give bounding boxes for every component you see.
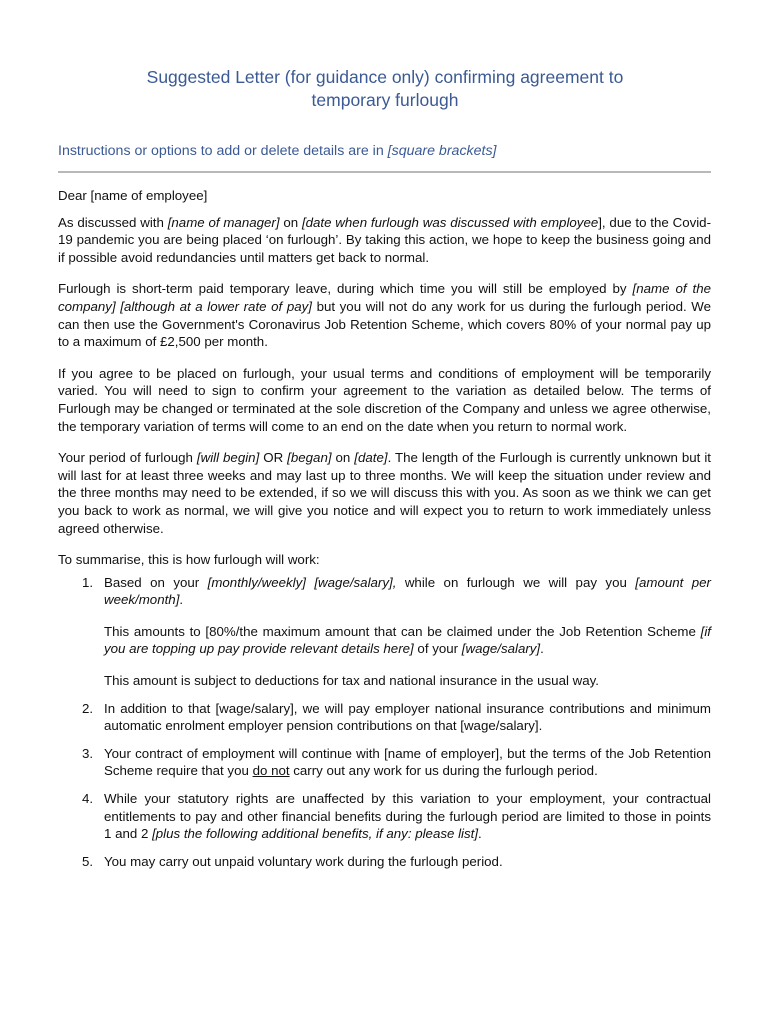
greeting: Dear [name of employee] (58, 188, 208, 203)
summary-intro: To summarise, this is how furlough will work: (58, 552, 320, 568)
list-item-3: 3. Your contract of employment will continue with [name of employer], but the terms of the Job Retention Scheme require that you do not carry out any work for us during the furlough period. (82, 745, 711, 779)
list-item-1: 1. Based on your [monthly/weekly] [wage/salary], while on furlough we will pay you [amount per week/month]. This amounts to [80%/the maximum amount that can be claimed under the Job Retention Scheme [if you are topping up pay provide relevant details here] of your [wage/salary]. This amount is subject to deductions for tax and national insurance in the usual way. (82, 574, 711, 689)
list-number: 5. (82, 853, 94, 869)
list-item-4: 4. While your statutory rights are unaffected by this variation to your employment, your contractual entitlements to pay and other financial benefits during the furlough period are limited to those in points 1 and 2 [plus the following additional benefits, if any: please list]. (82, 791, 711, 842)
title-line-1: Suggested Letter (for guidance only) confirming agreement to (146, 67, 624, 87)
paragraph-2: Furlough is short-term paid temporary leave, during which time you will still be employed by [name of the company] [although at a lower rate of pay] but you will not do any work for us during the furlough period. We can then use the Government's Coronavirus Job Retention Scheme, which covers 80% of your normal pay up to a maximum of £2,500 per month. (58, 281, 712, 350)
list-item-5: 5. You may carry out unpaid voluntary work during the furlough period. (82, 853, 503, 869)
instructions-italic: [square brackets] (387, 143, 497, 159)
paragraph-4: Your period of furlough [will begin] OR [began] on [date]. The length of the Furlough is currently unknown but it will last for at least three weeks and may last up to three months. We will keep the situation under review and the three months may need to be extended, if so we will discuss this with you. As soon as we think we can get you back to work as normal, we will give you notice and will expect you to return to work immediately unless agreed otherwise. (58, 450, 711, 536)
list-number: 2. (82, 700, 94, 716)
furlough-terms-list (58, 574, 711, 871)
instructions-note: Instructions or options to add or delete details are in [square brackets] (58, 143, 497, 159)
list-number: 3. (82, 745, 94, 761)
list-item-2: 2. In addition to that [wage/salary], we will pay employer national insurance contributions and minimum automatic enrolment employer pension contributions on that [wage/salary]. (82, 700, 711, 734)
paragraph-1: As discussed with [name of manager] on [date when furlough was discussed with employee], due to the Covid-19 pandemic you are being placed ‘on furlough’. By taking this action, we hope to keep the business going and if possible avoid redundancies until matters get back to normal. (58, 214, 712, 265)
title-line-2: temporary furlough (311, 90, 459, 110)
list-number: 1. (82, 574, 94, 590)
paragraph-3: If you agree to be placed on furlough, your usual terms and conditions of employment will be temporarily varied. You will need to sign to confirm your agreement to the variation as detailed below. The terms of Furlough may be changed or terminated at the sole discretion of the Company and unless we agree otherwise, the temporary variation of terms will come to an end on the date when you return to normal work. (58, 365, 711, 434)
letter-body (58, 187, 711, 880)
page-title (0, 66, 770, 112)
list-number: 4. (82, 791, 94, 807)
divider (58, 171, 711, 173)
